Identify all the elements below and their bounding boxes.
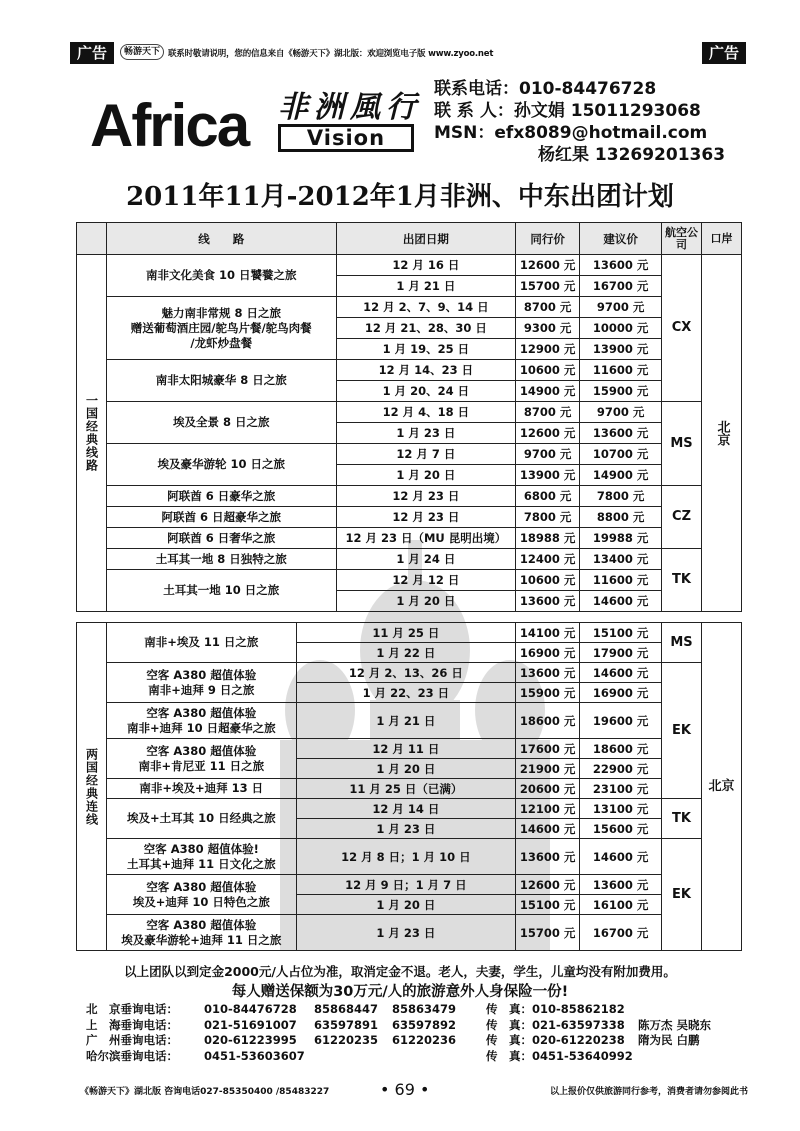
peer-price-cell: 12100 元 xyxy=(516,799,580,819)
table-row xyxy=(77,739,742,759)
suggested-price-cell: 13400 元 xyxy=(580,549,662,570)
suggested-price-cell: 19988 元 xyxy=(580,528,662,549)
table-row xyxy=(77,915,742,951)
port-cell: 北京 xyxy=(701,623,741,951)
header-airline: 航空公司 xyxy=(662,223,702,255)
header-suggested-price: 建议价 xyxy=(580,223,662,255)
page-number: • 69 • xyxy=(380,1080,430,1099)
suggested-price-cell: 13600 元 xyxy=(580,255,662,276)
airline-cell: EK xyxy=(662,839,702,951)
route-cell: 阿联酋 6 日超豪华之旅 xyxy=(106,507,336,528)
suggested-price-cell: 17900 元 xyxy=(580,643,662,663)
suggested-price-cell: 10700 元 xyxy=(580,444,662,465)
date-cell: 1 月 23 日 xyxy=(296,819,516,839)
date-cell: 12 月 7 日 xyxy=(336,444,516,465)
route-cell: 南非+埃及+迪拜 13 日 xyxy=(106,779,296,799)
phone-n1: 010-84476728 xyxy=(204,1002,297,1016)
table-row xyxy=(77,549,742,570)
date-cell: 12 月 23 日（MU 昆明出境） xyxy=(336,528,516,549)
suggested-price-cell: 22900 元 xyxy=(580,759,662,779)
phone-fax: 010-85862182 xyxy=(532,1002,625,1016)
phone-city: 北 京垂询电话： xyxy=(86,1002,178,1016)
suggested-price-cell: 7800 元 xyxy=(580,486,662,507)
route-cell: 埃及+土耳其 10 日经典之旅 xyxy=(106,799,296,839)
insurance-note: 每人赠送保额为30万元/人的旅游意外人身保险一份! xyxy=(231,984,569,1000)
phone-n3: 61220236 xyxy=(392,1033,457,1047)
peer-price-cell: 18988 元 xyxy=(516,528,580,549)
airline-cell: TK xyxy=(662,549,702,612)
table-row xyxy=(77,703,742,739)
airline-cell: TK xyxy=(662,799,702,839)
suggested-price-cell: 15900 元 xyxy=(580,381,662,402)
suggested-price-cell: 14600 元 xyxy=(580,663,662,683)
phone-n2: 85868447 xyxy=(314,1002,379,1016)
route-cell: 阿联酋 6 日奢华之旅 xyxy=(106,528,336,549)
airline-cell: MS xyxy=(662,623,702,663)
phone-fax-label: 传 真： xyxy=(486,1033,532,1047)
date-cell: 12 月 4、18 日 xyxy=(336,402,516,423)
peer-price-cell: 9300 元 xyxy=(516,318,580,339)
table-row xyxy=(77,779,742,799)
phone-n3: 85863479 xyxy=(392,1002,457,1016)
suggested-price-cell: 11600 元 xyxy=(580,570,662,591)
suggested-price-cell: 13100 元 xyxy=(580,799,662,819)
route-cell: 南非+埃及 11 日之旅 xyxy=(106,623,296,663)
date-cell: 1 月 23 日 xyxy=(336,423,516,444)
suggested-price-cell: 16700 元 xyxy=(580,276,662,297)
group-label: 两国经典连线 xyxy=(77,623,107,951)
peer-price-cell: 13900 元 xyxy=(516,465,580,486)
peer-price-cell: 13600 元 xyxy=(516,839,580,875)
table-row xyxy=(77,623,742,643)
phone-n2: 61220235 xyxy=(314,1033,379,1047)
brand-name: Africa xyxy=(90,92,249,159)
route-cell: 埃及豪华游轮 10 日之旅 xyxy=(106,444,336,486)
deposit-note: 以上团队以到定金2000元/人占位为准，取消定金不退。老人，夫妻，学生，儿童均没有附加费用。 xyxy=(124,964,676,979)
port-cell: 北京 xyxy=(702,255,742,612)
peer-price-cell: 18600 元 xyxy=(516,703,580,739)
date-cell: 1 月 22 日 xyxy=(296,643,516,663)
magazine-logo: 畅游天下 xyxy=(120,44,164,60)
brand-name-cn: 非洲風行 xyxy=(278,90,422,125)
date-cell: 1 月 20 日 xyxy=(296,895,516,915)
suggested-price-cell: 8800 元 xyxy=(580,507,662,528)
suggested-price-cell: 10000 元 xyxy=(580,318,662,339)
date-cell: 12 月 2、13、26 日 xyxy=(296,663,516,683)
peer-price-cell: 15700 元 xyxy=(516,276,580,297)
table-row xyxy=(77,839,742,875)
peer-price-cell: 10600 元 xyxy=(516,360,580,381)
phone-n1: 020-61223995 xyxy=(204,1033,297,1047)
table-row xyxy=(77,507,742,528)
date-cell: 1 月 23 日 xyxy=(296,915,516,951)
peer-price-cell: 15900 元 xyxy=(516,683,580,703)
phone-fax-label: 传 真： xyxy=(486,1048,532,1063)
suggested-price-cell: 16100 元 xyxy=(580,895,662,915)
date-cell: 12 月 14 日 xyxy=(296,799,516,819)
peer-price-cell: 15100 元 xyxy=(516,895,580,915)
phone-names: 陈万杰 吴晓东 xyxy=(638,1017,712,1032)
route-cell: 土耳其一地 10 日之旅 xyxy=(106,570,336,612)
header-port: 口岸 xyxy=(702,223,742,255)
top-banner xyxy=(70,42,746,66)
route-cell: 空客 A380 超值体验 埃及+迪拜 10 日特色之旅 xyxy=(106,875,296,915)
peer-price-cell: 9700 元 xyxy=(516,444,580,465)
route-cell: 埃及全景 8 日之旅 xyxy=(106,402,336,444)
phone-names: 隋为民 白鹏 xyxy=(638,1033,700,1047)
header-peer-price: 同行价 xyxy=(516,223,580,255)
peer-price-cell: 8700 元 xyxy=(516,402,580,423)
date-cell: 12 月 23 日 xyxy=(336,486,516,507)
peer-price-cell: 8700 元 xyxy=(516,297,580,318)
route-cell: 空客 A380 超值体验! 土耳其+迪拜 11 日文化之旅 xyxy=(106,839,296,875)
table-row xyxy=(77,255,742,276)
date-cell: 1 月 20 日 xyxy=(336,465,516,486)
phone-fax-label: 传 真： xyxy=(486,1002,532,1016)
suggested-price-cell: 14600 元 xyxy=(580,839,662,875)
header-date: 出团日期 xyxy=(336,223,516,255)
suggested-price-cell: 19600 元 xyxy=(580,703,662,739)
page-title: 2011年11月-2012年1月非洲、中东出团计划 xyxy=(126,182,674,212)
route-cell: 空客 A380 超值体验 南非+肯尼亚 11 日之旅 xyxy=(106,739,296,779)
route-cell: 空客 A380 超值体验 埃及豪华游轮+迪拜 11 日之旅 xyxy=(106,915,296,951)
peer-price-cell: 14600 元 xyxy=(516,819,580,839)
date-cell: 11 月 25 日（已满） xyxy=(296,779,516,799)
date-cell: 12 月 11 日 xyxy=(296,739,516,759)
peer-price-cell: 12400 元 xyxy=(516,549,580,570)
table-row xyxy=(77,528,742,549)
suggested-price-cell: 11600 元 xyxy=(580,360,662,381)
route-cell: 空客 A380 超值体验 南非+迪拜 10 日超豪华之旅 xyxy=(106,703,296,739)
peer-price-cell: 17600 元 xyxy=(516,739,580,759)
peer-price-cell: 15700 元 xyxy=(516,915,580,951)
group-label: 一国经典线路 xyxy=(77,255,107,612)
peer-price-cell: 13600 元 xyxy=(516,663,580,683)
suggested-price-cell: 16900 元 xyxy=(580,683,662,703)
table-row xyxy=(77,486,742,507)
footer-left: 《畅游天下》湖北版 咨询电话027-85350400 /85483227 xyxy=(80,1087,330,1097)
top-notice: 联系时敬请说明，您的信息来自《畅游天下》湖北版：欢迎浏览电子版 www.zyoo.net xyxy=(168,49,494,59)
schedule-table-two-country xyxy=(76,622,742,951)
peer-price-cell: 7800 元 xyxy=(516,507,580,528)
phone-n3: 63597892 xyxy=(392,1017,457,1032)
suggested-price-cell: 16700 元 xyxy=(580,915,662,951)
date-cell: 12 月 9 日；1 月 7 日 xyxy=(296,875,516,895)
date-cell: 12 月 21、28、30 日 xyxy=(336,318,516,339)
peer-price-cell: 6800 元 xyxy=(516,486,580,507)
table-row xyxy=(77,360,742,381)
date-cell: 1 月 19、25 日 xyxy=(336,339,516,360)
peer-price-cell: 14900 元 xyxy=(516,381,580,402)
route-cell: 南非太阳城豪华 8 日之旅 xyxy=(106,360,336,402)
suggested-price-cell: 15100 元 xyxy=(580,623,662,643)
date-cell: 12 月 14、23 日 xyxy=(336,360,516,381)
peer-price-cell: 13600 元 xyxy=(516,591,580,612)
phone-city: 广 州垂询电话： xyxy=(86,1033,178,1047)
phone-fax-label: 传 真： xyxy=(486,1017,532,1032)
suggested-price-cell: 9700 元 xyxy=(580,297,662,318)
suggested-price-cell: 15600 元 xyxy=(580,819,662,839)
peer-price-cell: 12600 元 xyxy=(516,423,580,444)
date-cell: 12 月 23 日 xyxy=(336,507,516,528)
peer-price-cell: 21900 元 xyxy=(516,759,580,779)
phone-city: 上 海垂询电话： xyxy=(86,1017,178,1032)
suggested-price-cell: 14900 元 xyxy=(580,465,662,486)
table-row xyxy=(77,875,742,895)
contact-msn: MSN：efx8089@hotmail.com xyxy=(434,123,708,143)
route-cell: 阿联酋 6 日豪华之旅 xyxy=(106,486,336,507)
date-cell: 1 月 22、23 日 xyxy=(296,683,516,703)
ad-label-left: 广告 xyxy=(70,42,114,64)
date-cell: 1 月 20 日 xyxy=(296,759,516,779)
ad-label-right: 广告 xyxy=(702,42,746,64)
suggested-price-cell: 18600 元 xyxy=(580,739,662,759)
table-row xyxy=(77,297,742,318)
date-cell: 1 月 24 日 xyxy=(336,549,516,570)
header-route: 线 路 xyxy=(106,223,336,255)
airline-cell: CX xyxy=(662,255,702,402)
phone-fax: 021-63597338 xyxy=(532,1017,625,1032)
contact-phone: 联系电话：010-84476728 xyxy=(434,79,657,99)
table-row xyxy=(77,663,742,683)
date-cell: 11 月 25 日 xyxy=(296,623,516,643)
phone-n1: 0451-53603607 xyxy=(204,1048,305,1063)
peer-price-cell: 12900 元 xyxy=(516,339,580,360)
header-blank xyxy=(77,223,107,255)
suggested-price-cell: 9700 元 xyxy=(580,402,662,423)
footer-right: 以上报价仅供旅游同行参考，消费者请勿参阅此书 xyxy=(549,1087,748,1097)
peer-price-cell: 12600 元 xyxy=(516,875,580,895)
date-cell: 12 月 12 日 xyxy=(336,570,516,591)
table-row xyxy=(77,570,742,591)
date-cell: 12 月 2、7、9、14 日 xyxy=(336,297,516,318)
route-cell: 空客 A380 超值体验 南非+迪拜 9 日之旅 xyxy=(106,663,296,703)
date-cell: 1 月 20、24 日 xyxy=(336,381,516,402)
route-cell: 魅力南非常规 8 日之旅 赠送葡萄酒庄园/鸵鸟片餐/鸵鸟肉餐 /龙虾炒盘餐 xyxy=(106,297,336,360)
airline-cell: EK xyxy=(662,663,702,799)
suggested-price-cell: 13900 元 xyxy=(580,339,662,360)
suggested-price-cell: 14600 元 xyxy=(580,591,662,612)
peer-price-cell: 14100 元 xyxy=(516,623,580,643)
phone-fax: 0451-53640992 xyxy=(532,1048,633,1063)
phone-n2: 63597891 xyxy=(314,1017,379,1032)
airline-cell: MS xyxy=(662,402,702,486)
contact-person: 联 系 人：孙文娟 15011293068 xyxy=(434,101,701,121)
contact-person-2: 杨红果 13269201363 xyxy=(538,145,726,165)
peer-price-cell: 20600 元 xyxy=(516,779,580,799)
route-cell: 土耳其一地 8 日独特之旅 xyxy=(106,549,336,570)
schedule-table-one-country xyxy=(76,222,742,612)
suggested-price-cell: 13600 元 xyxy=(580,875,662,895)
peer-price-cell: 10600 元 xyxy=(516,570,580,591)
table-row xyxy=(77,799,742,819)
phone-n1: 021-51691007 xyxy=(204,1017,297,1032)
table-row xyxy=(77,444,742,465)
route-cell: 南非文化美食 10 日饕餮之旅 xyxy=(106,255,336,297)
peer-price-cell: 12600 元 xyxy=(516,255,580,276)
suggested-price-cell: 13600 元 xyxy=(580,423,662,444)
date-cell: 12 月 16 日 xyxy=(336,255,516,276)
date-cell: 1 月 21 日 xyxy=(296,703,516,739)
airline-cell: CZ xyxy=(662,486,702,549)
date-cell: 12 月 8 日；1 月 10 日 xyxy=(296,839,516,875)
brand-vision: Vision xyxy=(278,124,414,152)
phone-fax: 020-61220238 xyxy=(532,1033,625,1047)
contact-block xyxy=(434,78,725,166)
phone-city: 哈尔滨垂询电话： xyxy=(86,1048,178,1063)
table-row xyxy=(77,402,742,423)
suggested-price-cell: 23100 元 xyxy=(580,779,662,799)
date-cell: 1 月 21 日 xyxy=(336,276,516,297)
table-header-row xyxy=(77,223,742,255)
peer-price-cell: 16900 元 xyxy=(516,643,580,663)
date-cell: 1 月 20 日 xyxy=(336,591,516,612)
